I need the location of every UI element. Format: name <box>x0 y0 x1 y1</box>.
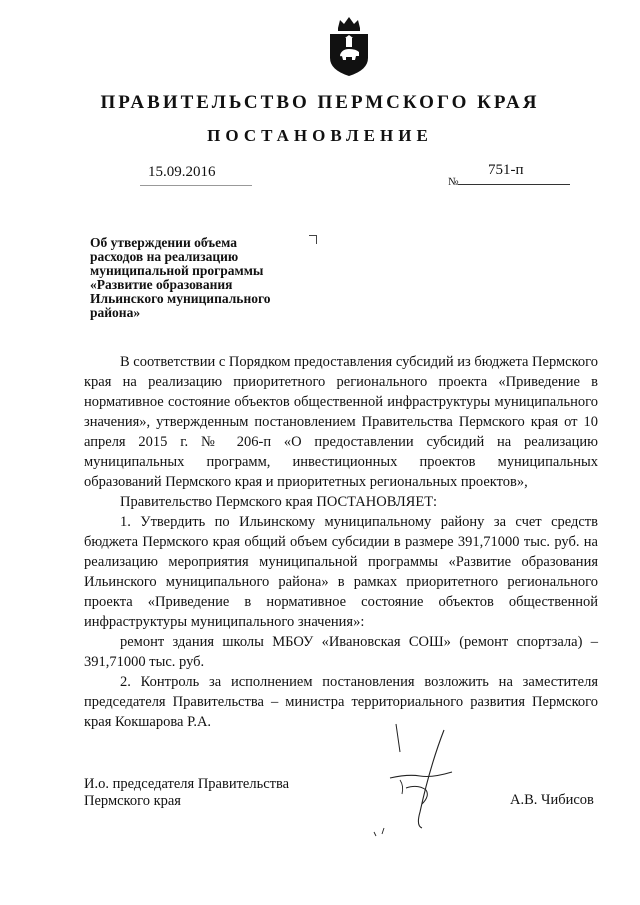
title-corner-mark <box>309 235 317 244</box>
decree-paragraph: Правительство Пермского края ПОСТАНОВЛЯЕТ: <box>120 494 438 510</box>
document-body <box>84 352 598 732</box>
signatory-position-line: И.о. председателя Правительства <box>84 776 290 792</box>
preamble-paragraph: В соответствии с Порядком предоставления субсидий из бюджета Пермского края на реализацию приоритетного регионального проекта «Приведение в нормативное состояние объектов общественной инфраструктуры муниципального значения», утвержденным постановлением Правительства Пермского края от 10 апреля 2015 г. № 206-п «О предоставлении субсидий на реализацию муниципальных программ, инвестиционных проектов муниципальных образований Пермского края и приоритетных региональных проектов», <box>84 354 598 490</box>
signatory-position <box>84 776 289 810</box>
date-underline <box>140 185 252 186</box>
signatory-name: А.В. Чибисов <box>510 792 594 808</box>
signatory-position-line: Пермского края <box>84 793 181 809</box>
handwritten-signature <box>360 716 470 846</box>
item-1-paragraph: 1. Утвердить по Ильинскому муниципальному району за счет средств бюджета Пермского края общий объем субсидии в размере 391,71000 тыс. руб. на реализацию мероприятия муниципальной программы «Развитие образования Ильинского муниципального района» в рамках приоритетного регионального проекта «Приведение в нормативное состояние объектов общественной инфраструктуры муниципального значения»: <box>84 514 598 630</box>
document-number: 751-п <box>488 162 524 178</box>
number-sign: № <box>448 176 459 188</box>
item-1-detail-paragraph: ремонт здания школы МБОУ «Ивановская СОШ» (ремонт спортзала) – 391,71000 тыс. руб. <box>84 634 598 670</box>
document-title <box>90 236 310 320</box>
title-line: муниципальной программы <box>90 263 264 278</box>
title-line: «Развитие образования <box>90 277 233 292</box>
document-type: ПОСТАНОВЛЕНИЕ <box>207 126 433 145</box>
number-underline <box>458 184 570 185</box>
document-date: 15.09.2016 <box>148 164 216 180</box>
item-2-paragraph: 2. Контроль за исполнением постановления возложить на заместителя председателя Правительства – министра территориального развития Пермского края Кокшарова Р.А. <box>84 674 598 730</box>
perm-coat-of-arms-icon <box>326 14 372 78</box>
title-line: Об утверждении объема <box>90 235 237 250</box>
title-line: района» <box>90 305 141 320</box>
organization-name: ПРАВИТЕЛЬСТВО ПЕРМСКОГО КРАЯ <box>100 92 540 113</box>
title-line: Ильинского муниципального <box>90 291 271 306</box>
title-line: расходов на реализацию <box>90 249 239 264</box>
